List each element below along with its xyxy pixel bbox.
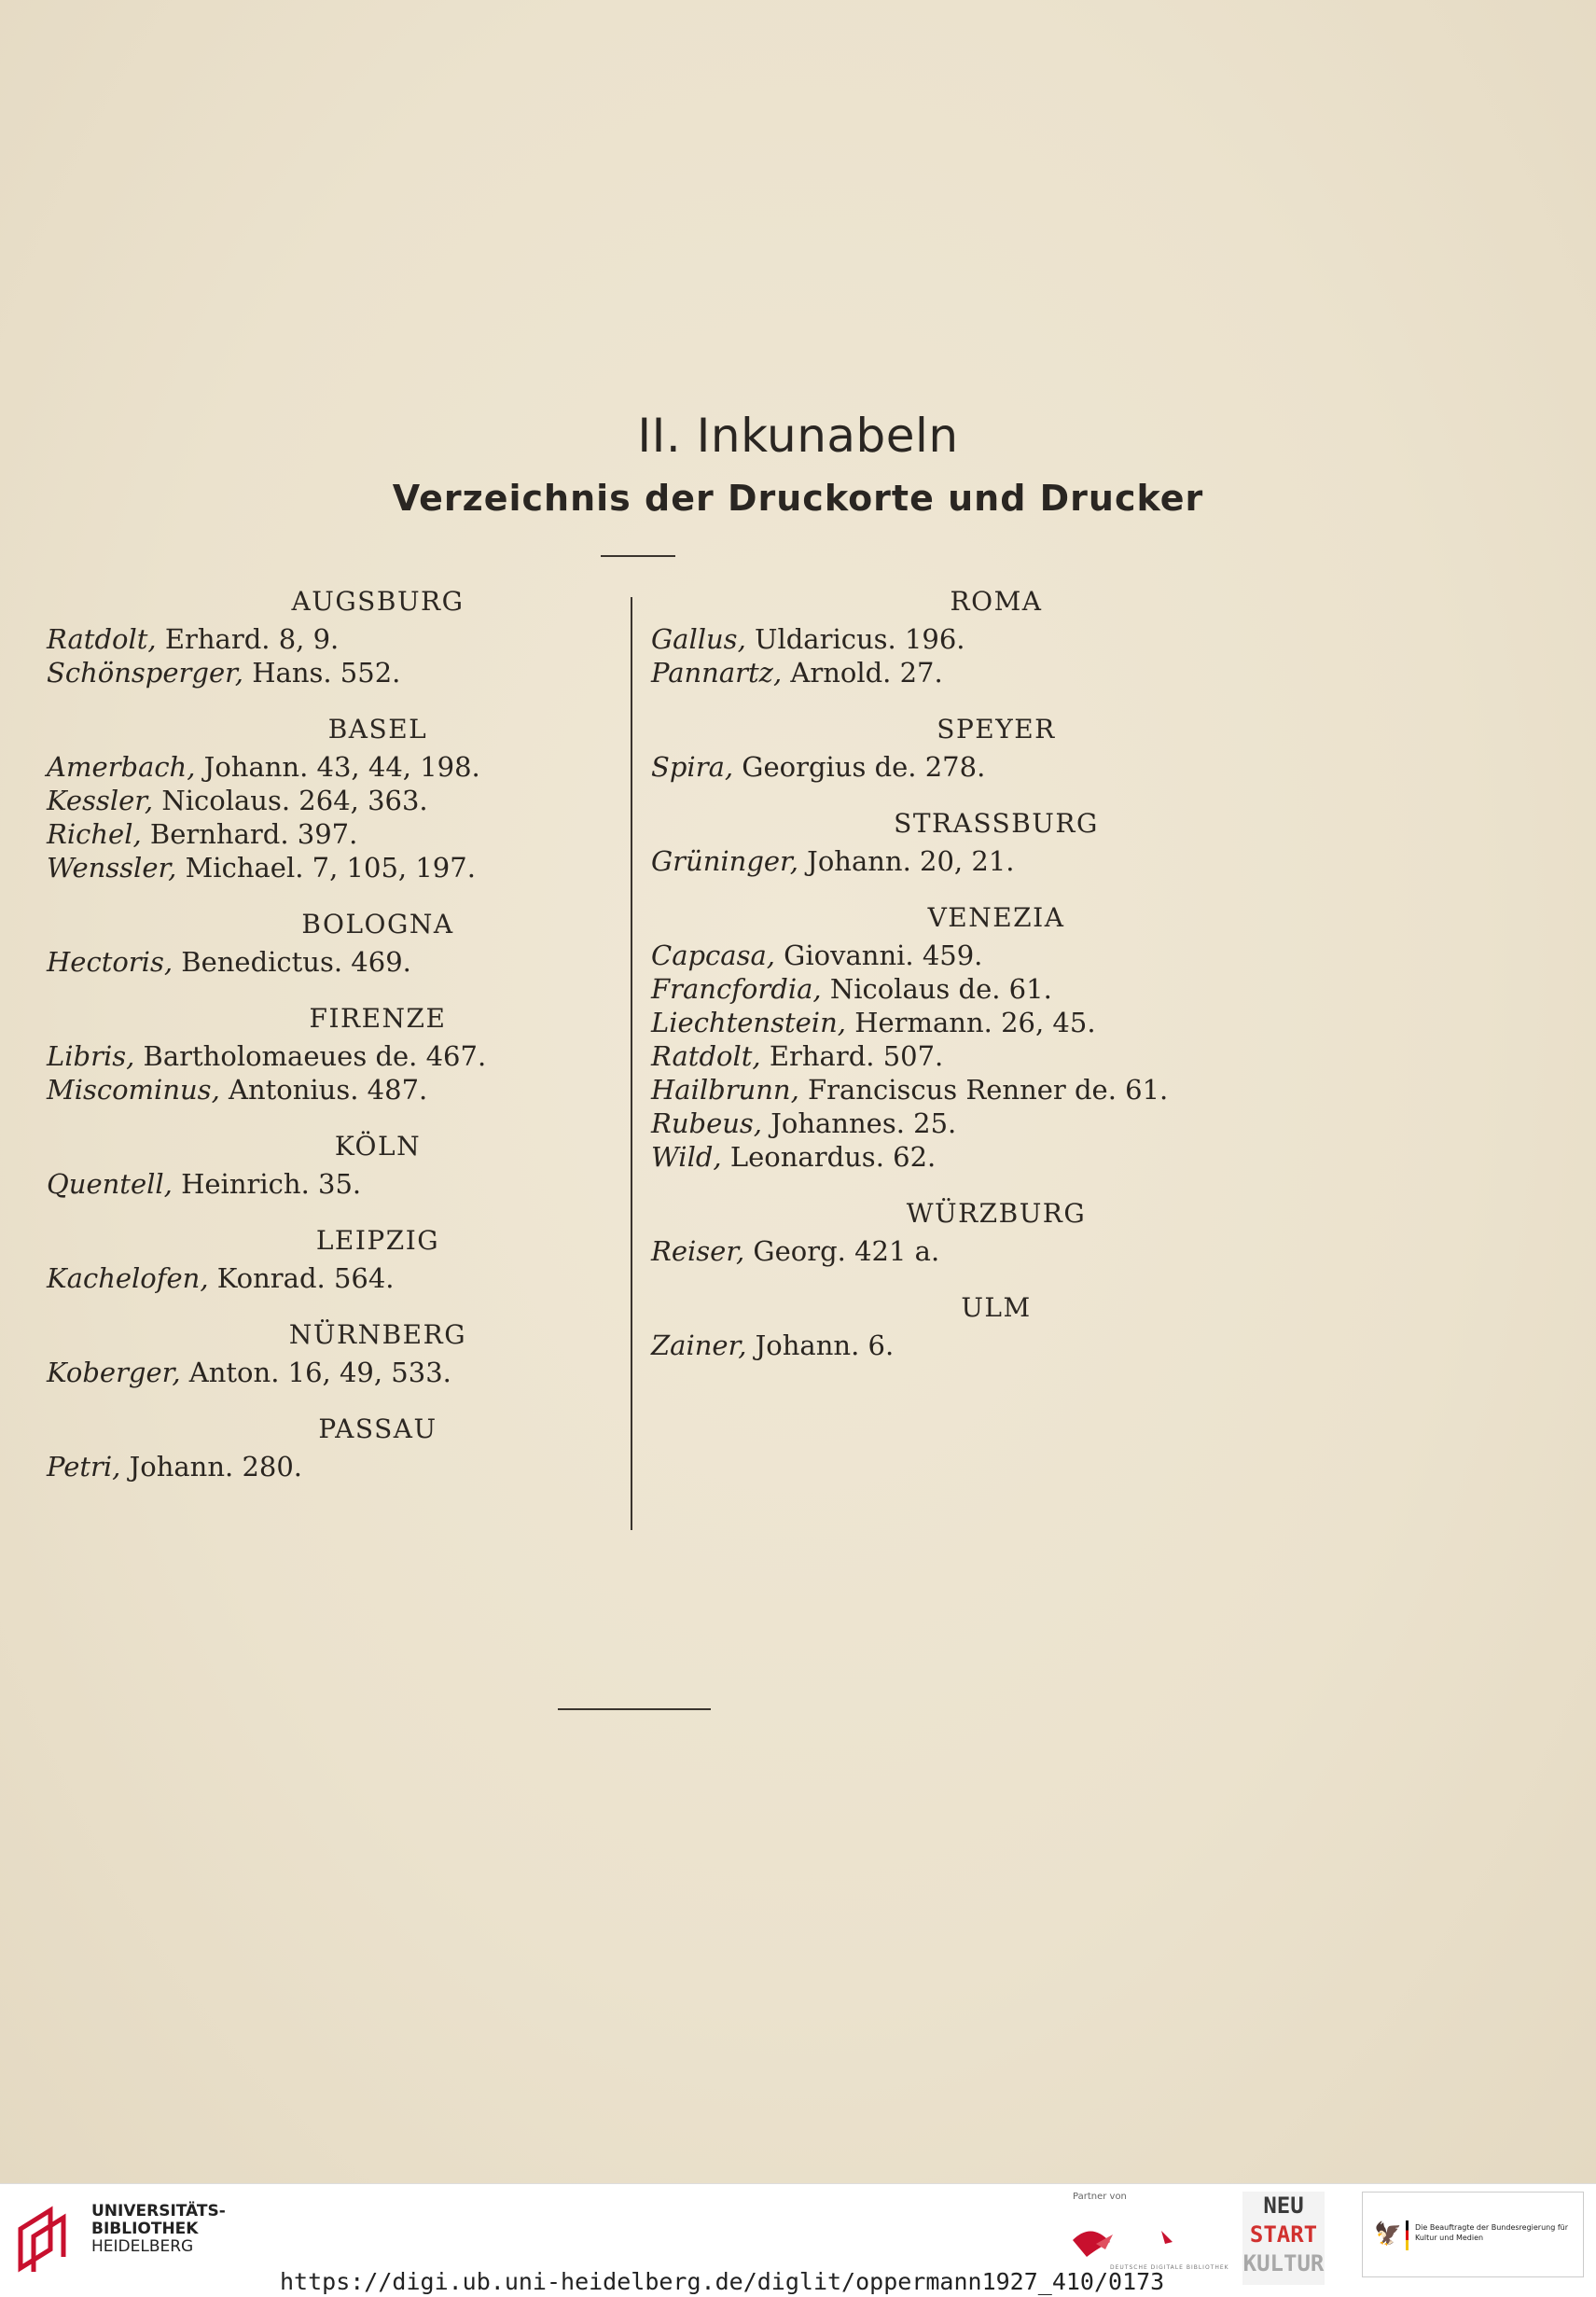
german-flag-icon — [1406, 2220, 1409, 2250]
place-heading: PASSAU — [318, 1413, 437, 1444]
printer-details: Johann. 280. — [120, 1451, 303, 1483]
place-heading: SPEYER — [937, 714, 1056, 745]
printer-name: Francfordia, — [651, 973, 822, 1005]
neustart-line3: KULTUR — [1242, 2250, 1325, 2276]
printer-name: Koberger, — [47, 1357, 181, 1388]
printer-entry — [651, 1039, 1192, 1073]
printer-entry — [651, 1329, 1192, 1362]
printer-entry — [651, 1006, 1192, 1039]
printer-details: Benedictus. 469. — [173, 946, 411, 978]
printer-details: Erhard. 507. — [760, 1040, 944, 1072]
printer-entry — [651, 1234, 1192, 1268]
printer-details: Johann. 6. — [746, 1329, 895, 1361]
printer-name: Richel, — [47, 818, 142, 850]
printer-entry — [47, 1039, 588, 1073]
place-heading: ULM — [961, 1292, 1032, 1323]
right-column — [651, 586, 1192, 1362]
printer-entry — [47, 622, 588, 656]
printer-details: Heinrich. 35. — [172, 1168, 362, 1200]
printer-name: Ratdolt, — [651, 1040, 761, 1072]
place-heading: VENEZIA — [927, 902, 1065, 933]
printer-name: Wenssler, — [47, 852, 177, 884]
printer-name: Schönsperger, — [47, 657, 244, 689]
place-heading: BASEL — [327, 714, 428, 745]
printer-name: Miscominus, — [47, 1074, 220, 1106]
printer-details: Bernhard. 397. — [141, 818, 358, 850]
printer-details: Leonardus. 62. — [721, 1141, 937, 1173]
printer-name: Libris, — [47, 1040, 135, 1072]
printer-details: Hermann. 26, 45. — [845, 1007, 1096, 1038]
permalink-url[interactable]: https://digi.ub.uni-heidelberg.de/diglit/oppermann1927_410/0173 — [280, 2268, 1165, 2295]
library-name-line2: BIBLIOTHEK — [91, 2220, 199, 2238]
printer-details: Georgius de. 278. — [733, 751, 986, 783]
printer-name: Grüninger, — [651, 845, 798, 877]
neustart-kultur-logo[interactable] — [1242, 2192, 1325, 2285]
printer-entry — [651, 972, 1192, 1006]
printer-entry — [651, 750, 1192, 784]
bkm-logo[interactable] — [1362, 2192, 1584, 2277]
printer-name: Gallus, — [651, 623, 746, 655]
printer-entry — [47, 750, 588, 784]
printer-entry — [651, 656, 1192, 689]
printer-details: Konrad. 564. — [208, 1262, 395, 1294]
partner-label: Partner von — [1073, 2192, 1127, 2202]
ddb-logo-icon[interactable] — [1068, 2212, 1199, 2272]
printer-entry — [47, 656, 588, 689]
printer-details: Johann. 20, 21. — [798, 845, 1015, 877]
printer-details: Antonius. 487. — [219, 1074, 428, 1106]
printer-entry — [651, 1140, 1192, 1174]
bkm-label: Die Beauftragte der Bundesregierung für Kultur und Medien — [1415, 2223, 1569, 2242]
library-name-line3: HEIDELBERG — [91, 2237, 194, 2256]
place-heading: ROMA — [950, 586, 1043, 617]
section-subtitle: Verzeichnis der Druckorte und Drucker — [392, 478, 1204, 519]
printer-entry — [651, 622, 1192, 656]
printer-name: Liechtenstein, — [651, 1007, 846, 1038]
printer-details: Michael. 7, 105, 197. — [176, 852, 476, 884]
printer-details: Hans. 552. — [243, 657, 401, 689]
printer-details: Erhard. 8, 9. — [156, 623, 340, 655]
printer-details: Franciscus Renner de. 61. — [798, 1074, 1169, 1106]
printer-name: Petri, — [47, 1451, 121, 1483]
place-heading: KÖLN — [334, 1131, 422, 1162]
neustart-line1: NEU — [1263, 2193, 1304, 2219]
printer-name: Ratdolt, — [47, 623, 157, 655]
printer-entry — [47, 945, 588, 979]
place-heading: FIRENZE — [309, 1003, 447, 1034]
place-heading: WÜRZBURG — [906, 1198, 1087, 1229]
printer-entry — [47, 1450, 588, 1483]
printer-entry — [47, 1261, 588, 1295]
section-title: II. Inkunabeln — [637, 409, 959, 463]
printer-entry — [47, 851, 588, 884]
printer-details: Nicolaus de. 61. — [821, 973, 1052, 1005]
left-column — [47, 586, 588, 1483]
printer-details: Johannes. 25. — [762, 1107, 957, 1139]
printer-details: Johann. 43, 44, 198. — [195, 751, 480, 783]
printer-entry — [651, 1107, 1192, 1140]
printer-name: Quentell, — [47, 1168, 173, 1200]
printer-details: Giovanni. 459. — [774, 940, 983, 971]
printer-entry — [47, 1356, 588, 1389]
printer-details: Uldaricus. 196. — [745, 623, 965, 655]
printer-name: Rubeus, — [651, 1107, 763, 1139]
place-heading: NÜRNBERG — [288, 1319, 467, 1350]
printer-details: Nicolaus. 264, 363. — [153, 785, 428, 816]
printer-name: Spira, — [651, 751, 734, 783]
printer-name: Pannartz, — [651, 657, 783, 689]
printer-entry — [651, 1073, 1192, 1107]
printer-entry — [651, 844, 1192, 878]
place-heading: STRASSBURG — [894, 808, 1099, 839]
federal-eagle-icon: 🦅 — [1374, 2220, 1402, 2247]
printer-name: Wild, — [651, 1141, 722, 1173]
place-heading: AUGSBURG — [291, 586, 465, 617]
printer-name: Kessler, — [47, 785, 154, 816]
printer-name: Capcasa, — [651, 940, 775, 971]
neustart-line2: START — [1249, 2221, 1318, 2248]
printer-details: Georg. 421 a. — [744, 1235, 940, 1267]
viewer-footer — [0, 2183, 1596, 2297]
printer-entry — [651, 939, 1192, 972]
ddb-label: DEUTSCHE DIGITALE BIBLIOTHEK — [1110, 2264, 1229, 2271]
place-heading: BOLOGNA — [301, 909, 454, 940]
printer-details: Arnold. 27. — [782, 657, 943, 689]
printer-name: Kachelofen, — [47, 1262, 209, 1294]
library-name-line1: UNIVERSITÄTS- — [91, 2202, 226, 2220]
printer-entry — [47, 1167, 588, 1201]
printer-details: Anton. 16, 49, 533. — [180, 1357, 451, 1388]
ub-heidelberg-logo-icon[interactable] — [13, 2203, 78, 2281]
printer-name: Hectoris, — [47, 946, 173, 978]
printer-name: Reiser, — [651, 1235, 745, 1267]
printer-name: Hailbrunn, — [651, 1074, 799, 1106]
printer-name: Amerbach, — [47, 751, 196, 783]
printer-entry — [47, 817, 588, 851]
column-divider — [631, 597, 632, 1530]
heading-rule — [601, 555, 675, 557]
printer-entry — [47, 784, 588, 817]
end-rule — [558, 1708, 711, 1710]
library-name[interactable] — [91, 2203, 226, 2256]
printer-name: Zainer, — [651, 1329, 747, 1361]
printer-details: Bartholomaeues de. 467. — [134, 1040, 487, 1072]
printer-entry — [47, 1073, 588, 1107]
place-heading: LEIPZIG — [315, 1225, 440, 1256]
